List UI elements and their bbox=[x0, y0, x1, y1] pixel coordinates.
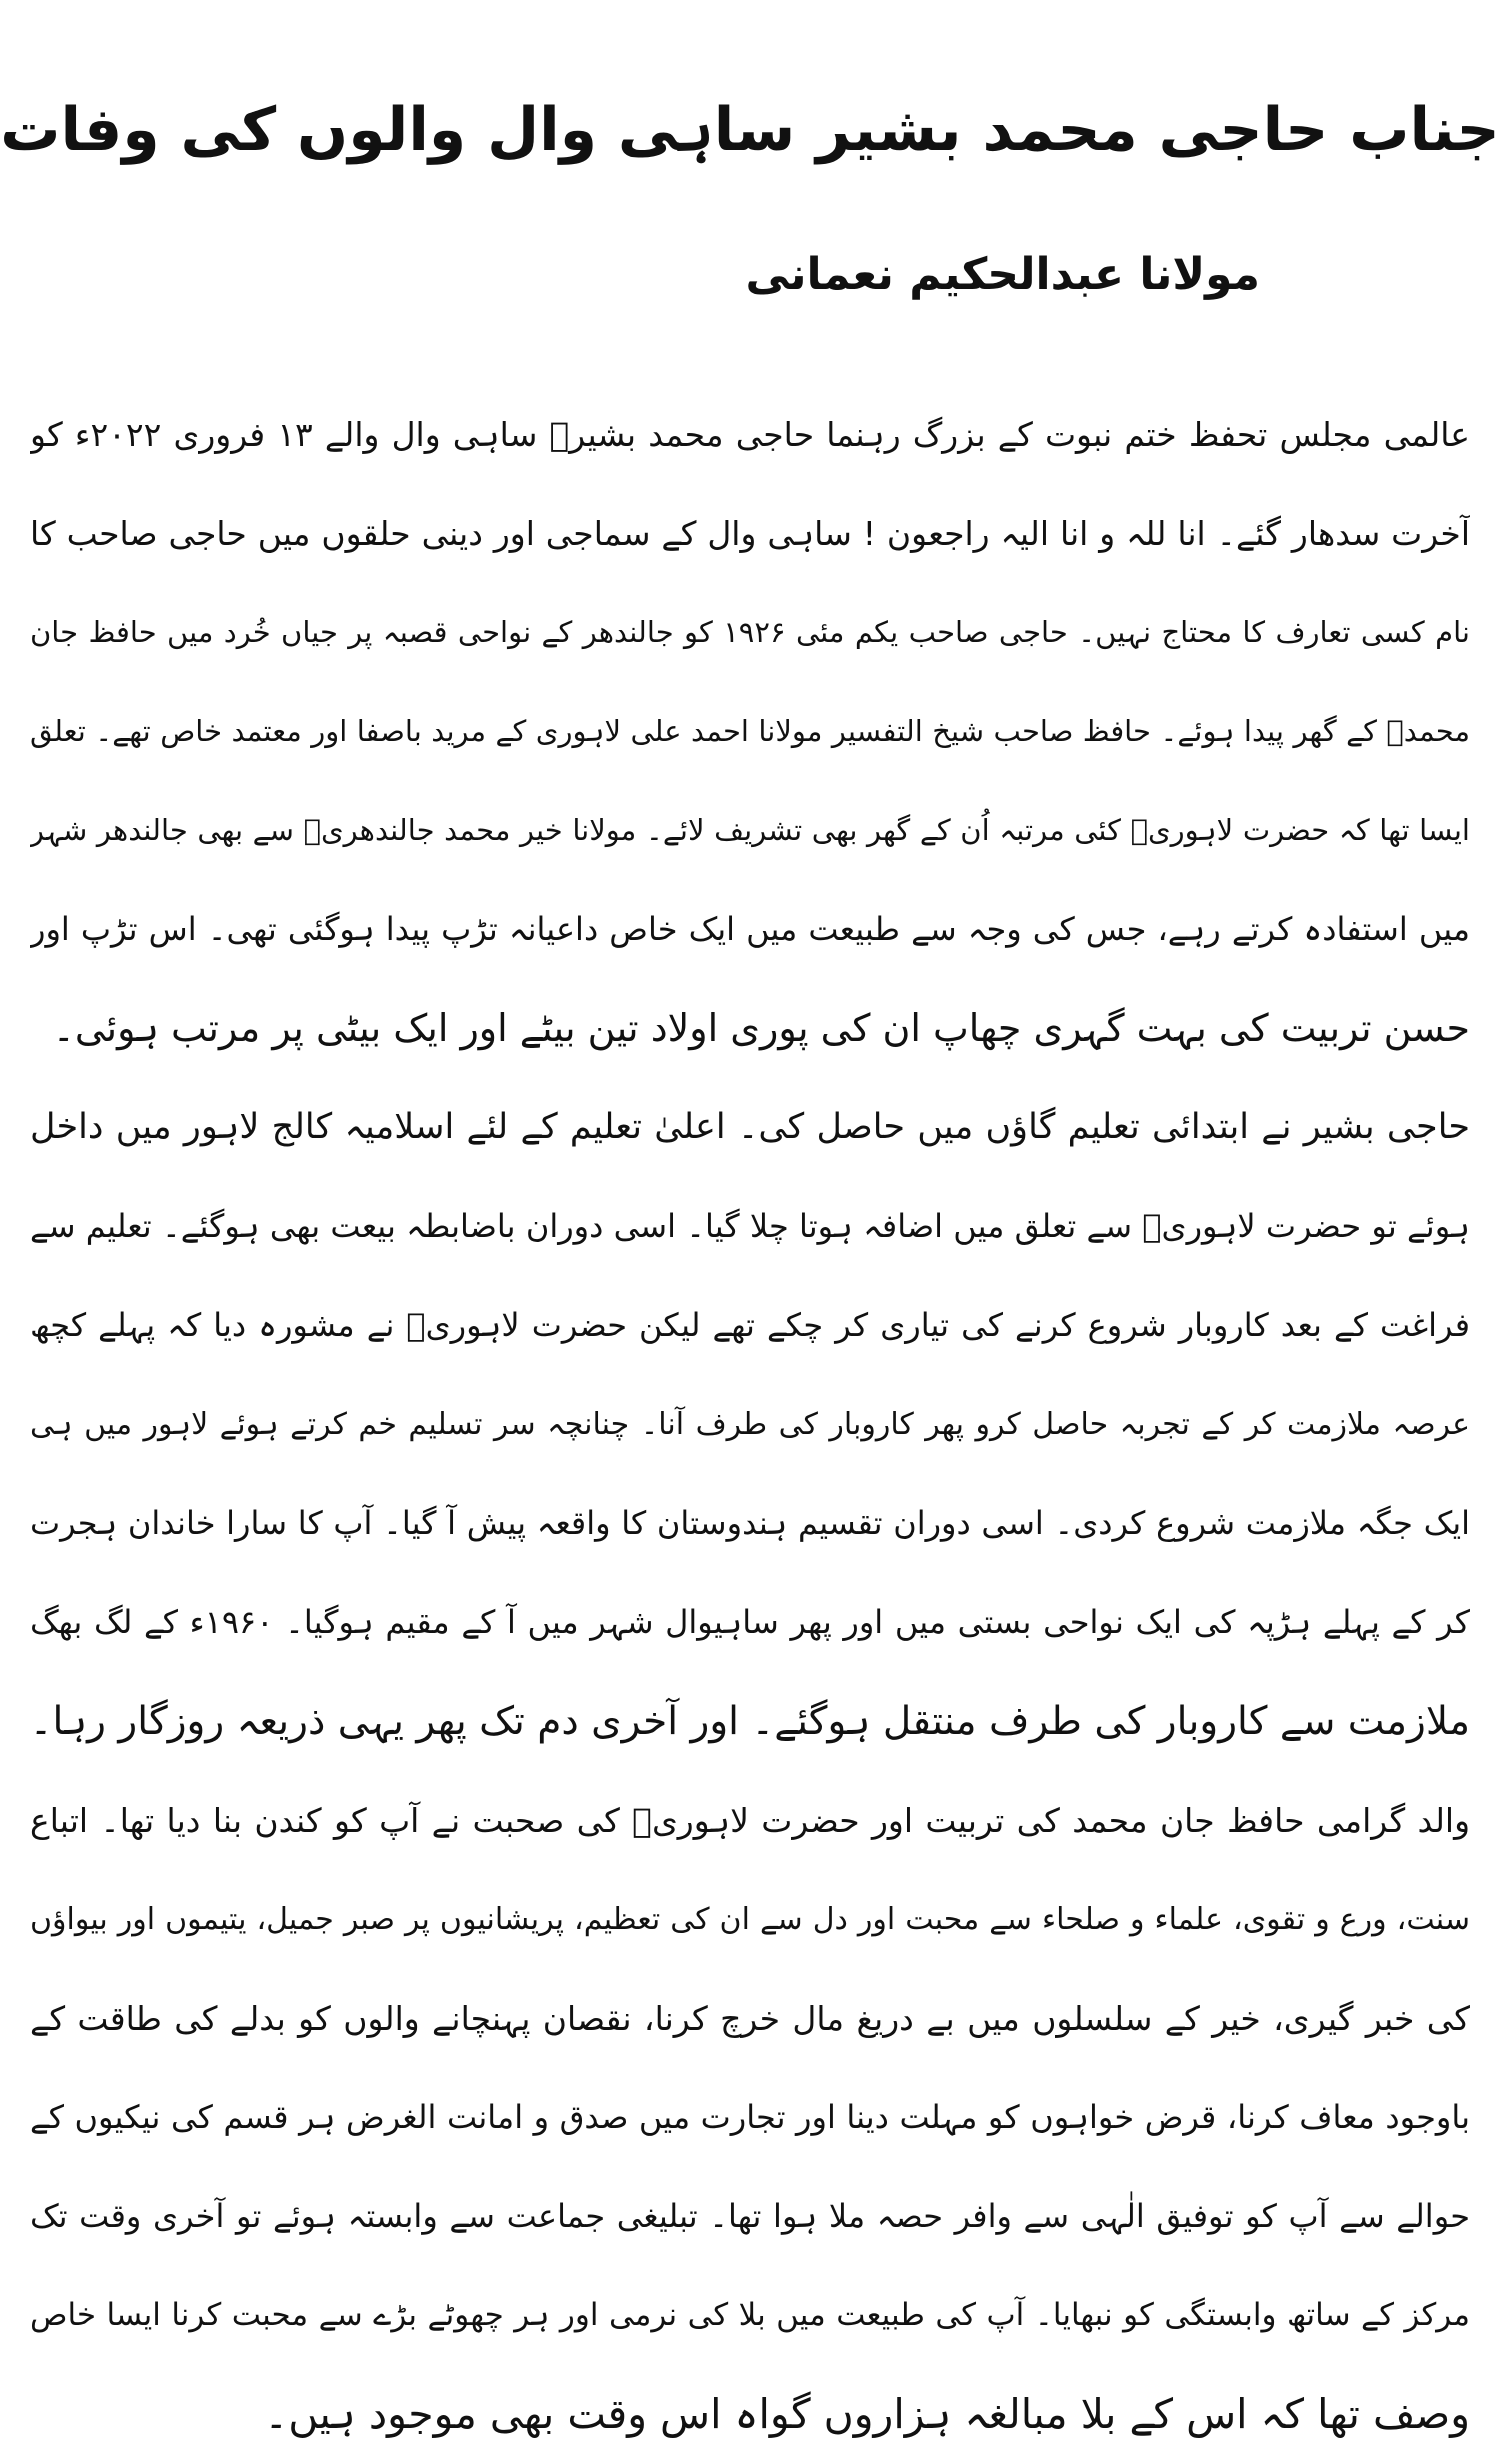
body-line: ہوئے تو حضرت لاہوریؒ سے تعلق میں اضافہ ہوتا چلا گیا۔ اسی دوران باضابطہ بیعت بھی ہوگئے۔ تعلیم سے bbox=[30, 1207, 1470, 1245]
body-line: ایک جگہ ملازمت شروع کردی۔ اسی دوران تقسیم ہندوستان کا واقعہ پیش آ گیا۔ آپ کا سارا خاندان ہجرت bbox=[30, 1504, 1470, 1542]
article-title: جناب حاجی محمد بشیر ساہی وال والوں کی وفات bbox=[0, 95, 1500, 165]
body-line: محمدؒ کے گھر پیدا ہوئے۔ حافظ صاحب شیخ التفسیر مولانا احمد علی لاہوری کے مرید باصفا اور معتمد خاص تھے۔ تعلق bbox=[30, 714, 1470, 748]
author-name: مولانا عبدالحکیم نعمانی bbox=[745, 249, 1260, 300]
body-line: والد گرامی حافظ جان محمد کی تربیت اور حضرت لاہوریؒ کی صحبت نے آپ کو کندن بنا دیا تھا۔ اتباع bbox=[30, 1801, 1470, 1840]
body-line: حاجی بشیر نے ابتدائی تعلیم گاؤں میں حاصل کی۔ اعلیٰ تعلیم کے لئے اسلامیہ کالج لاہور میں داخل bbox=[30, 1107, 1470, 1147]
body-line: وصف تھا کہ اس کے بلا مبالغہ ہزاروں گواہ اس وقت بھی موجود ہیں۔ bbox=[264, 2390, 1470, 2438]
body-line: مرکز کے ساتھ وابستگی کو نبھایا۔ آپ کی طبیعت میں بلا کی نرمی اور ہر چھوٹے بڑے سے محبت کرنا ایسا خاص bbox=[30, 2297, 1470, 2333]
body-line: سنت، ورع و تقوی، علماء و صلحاء سے محبت اور دل سے ان کی تعظیم، پریشانیوں پر صبر جمیل، یتیموں اور بیواؤں bbox=[30, 1902, 1470, 1937]
body-line: عرصہ ملازمت کر کے تجربہ حاصل کرو پھر کاروبار کی طرف آنا۔ چنانچہ سر تسلیم خم کرتے ہوئے لاہور میں ہی bbox=[30, 1407, 1470, 1442]
body-line: حسن تربیت کی بہت گہری چھاپ ان کی پوری اولاد تین بیٹے اور ایک بیٹی پر مرتب ہوئی۔ bbox=[52, 1006, 1470, 1050]
body-line: ملازمت سے کاروبار کی طرف منتقل ہوگئے۔ اور آخری دم تک پھر یہی ذریعہ روزگار رہا۔ bbox=[30, 1699, 1470, 1744]
body-line: عالمی مجلس تحفظ ختم نبوت کے بزرگ رہنما حاجی محمد بشیرؒ ساہی وال والے ۱۳ فروری ۲۰۲۲ء کو bbox=[30, 415, 1470, 454]
body-line: فراغت کے بعد کاروبار شروع کرنے کی تیاری کر چکے تھے لیکن حضرت لاہوریؒ نے مشورہ دیا کہ پہلے کچھ bbox=[30, 1306, 1470, 1344]
body-line: کی خبر گیری، خیر کے سلسلوں میں بے دریغ مال خرچ کرنا، نقصان پہنچانے والوں کو بدلے کی طاقت کے bbox=[30, 1999, 1470, 2038]
body-line: نام کسی تعارف کا محتاج نہیں۔ حاجی صاحب یکم مئی ۱۹۲۶ کو جالندھر کے نواحی قصبہ پر جیاں خُرد میں حافظ جان bbox=[30, 615, 1470, 649]
article-body bbox=[30, 385, 1470, 2464]
body-line: باوجود معاف کرنا، قرض خواہوں کو مہلت دینا اور تجارت میں صدق و امانت الغرض ہر قسم کی نیکیوں کے bbox=[30, 2098, 1470, 2136]
body-line: حوالے سے آپ کو توفیق الٰہی سے وافر حصہ ملا ہوا تھا۔ تبلیغی جماعت سے وابستہ ہوئے تو آخری وقت تک bbox=[30, 2197, 1470, 2235]
body-line: آخرت سدھار گئے۔ انا للہ و انا الیہ راجعون ! ساہی وال کے سماجی اور دینی حلقوں میں حاجی صاحب کا bbox=[30, 514, 1470, 553]
body-line: میں استفادہ کرتے رہے، جس کی وجہ سے طبیعت میں ایک خاص داعیانہ تڑپ پیدا ہوگئی تھی۔ اس تڑپ اور bbox=[30, 910, 1470, 948]
body-line: ایسا تھا کہ حضرت لاہوریؒ کئی مرتبہ اُن کے گھر بھی تشریف لائے۔ مولانا خیر محمد جالندھریؒ سے بھی جالندھر شہر bbox=[30, 813, 1470, 847]
body-line: کر کے پہلے ہڑپہ کی ایک نواحی بستی میں اور پھر ساہیوال شہر میں آ کے مقیم ہوگیا۔ ۱۹۶۰ء کے لگ بھگ bbox=[30, 1603, 1470, 1641]
